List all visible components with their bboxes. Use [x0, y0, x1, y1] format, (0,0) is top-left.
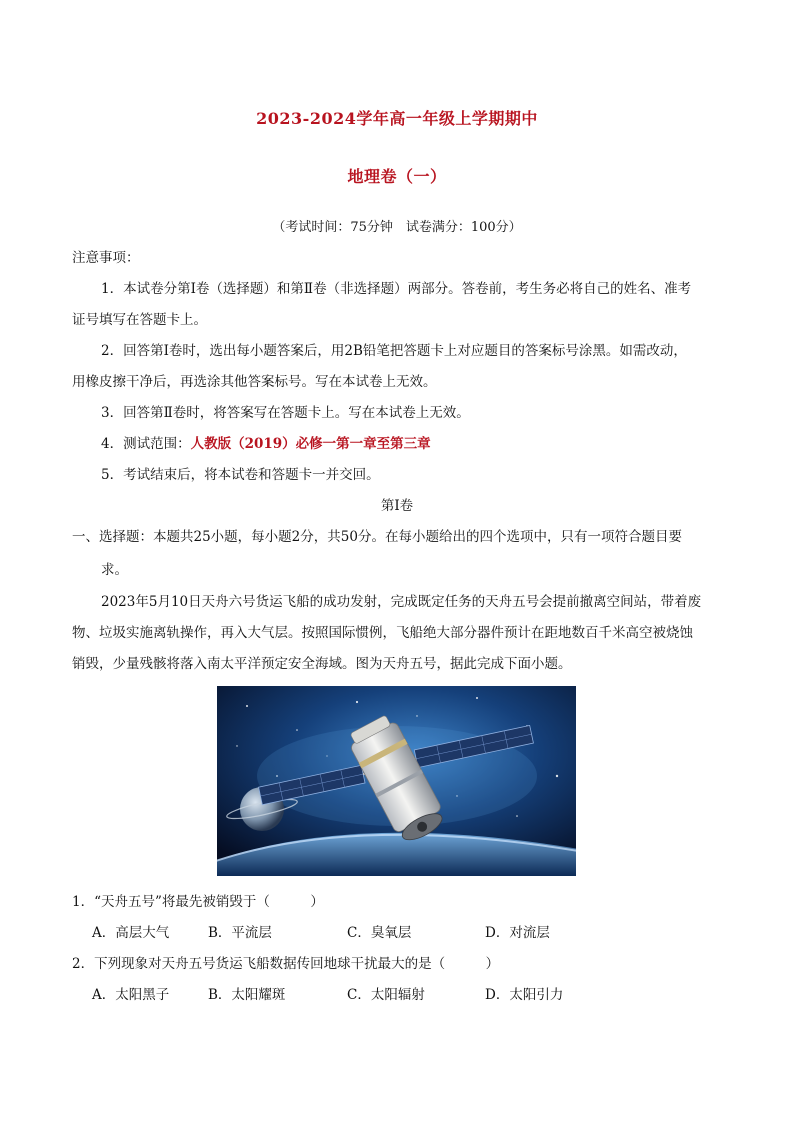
question-1-stem: 1．“天舟五号”将最先被销毁于（ ） [72, 894, 324, 910]
question-2-option-b[interactable]: B．太阳耀斑 [208, 987, 286, 1003]
note-4-scope: 人教版（2019）必修一第一章至第三章 [190, 436, 431, 452]
notes-heading: 注意事项： [72, 250, 140, 266]
note-2-line-1: 2．回答第Ⅰ卷时，选出每小题答案后，用2B铅笔把答题卡上对应题目的答案标号涂黑。如需改动， [101, 343, 687, 359]
note-1-line-2: 证号填写在答题卡上。 [72, 312, 207, 328]
note-1-line-1: 1．本试卷分第Ⅰ卷（选择题）和第Ⅱ卷（非选择题）两部分。答卷前，考生务必将自己的姓名、准考 [101, 281, 692, 297]
spacecraft-figure [217, 686, 576, 876]
question-1-option-a[interactable]: A．高层大气 [92, 925, 170, 941]
note-4 [101, 434, 431, 454]
question-2-option-d[interactable]: D．太阳引力 [485, 987, 564, 1003]
section-instruction-line-1: 一、选择题：本题共25小题，每小题2分，共50分。在每小题给出的四个选项中，只有一项符合题目要 [72, 529, 682, 545]
question-2-stem: 2．下列现象对天舟五号货运飞船数据传回地球干扰最大的是（ ） [72, 956, 500, 972]
note-2-line-2: 用橡皮擦干净后，再选涂其他答案标号。写在本试卷上无效。 [72, 374, 437, 390]
question-2-option-a[interactable]: A．太阳黑子 [92, 987, 170, 1003]
question-1-option-d[interactable]: D．对流层 [485, 925, 550, 941]
exam-info: （考试时间：75分钟 试卷满分：100分） [272, 220, 522, 235]
passage-line-1: 2023年5月10日天舟六号货运飞船的成功发射，完成既定任务的天舟五号会提前撤离空间站，带着废 [101, 594, 702, 610]
note-5: 5．考试结束后，将本试卷和答题卡一并交回。 [101, 467, 380, 483]
note-3: 3．回答第Ⅱ卷时，将答案写在答题卡上。写在本试卷上无效。 [101, 405, 470, 421]
section-instruction-line-2: 求。 [101, 562, 128, 578]
question-1-option-b[interactable]: B．平流层 [208, 925, 272, 941]
passage-line-3: 销毁，少量残骸将落入南太平洋预定安全海域。图为天舟五号，据此完成下面小题。 [72, 656, 572, 672]
note-4-prefix: 4．测试范围： [101, 436, 191, 452]
section-label: 第Ⅰ卷 [380, 498, 414, 514]
question-2-option-c[interactable]: C．太阳辐射 [347, 987, 425, 1003]
exam-subject: 地理卷（一） [347, 167, 447, 186]
question-1-option-c[interactable]: C．臭氧层 [347, 925, 412, 941]
exam-title: 2023-2024学年高一年级上学期期中 [256, 109, 538, 128]
passage-line-2: 物、垃圾实施离轨操作，再入大气层。按照国际惯例，飞船绝大部分器件预计在距地数百千米高空被烧蚀 [72, 625, 693, 641]
